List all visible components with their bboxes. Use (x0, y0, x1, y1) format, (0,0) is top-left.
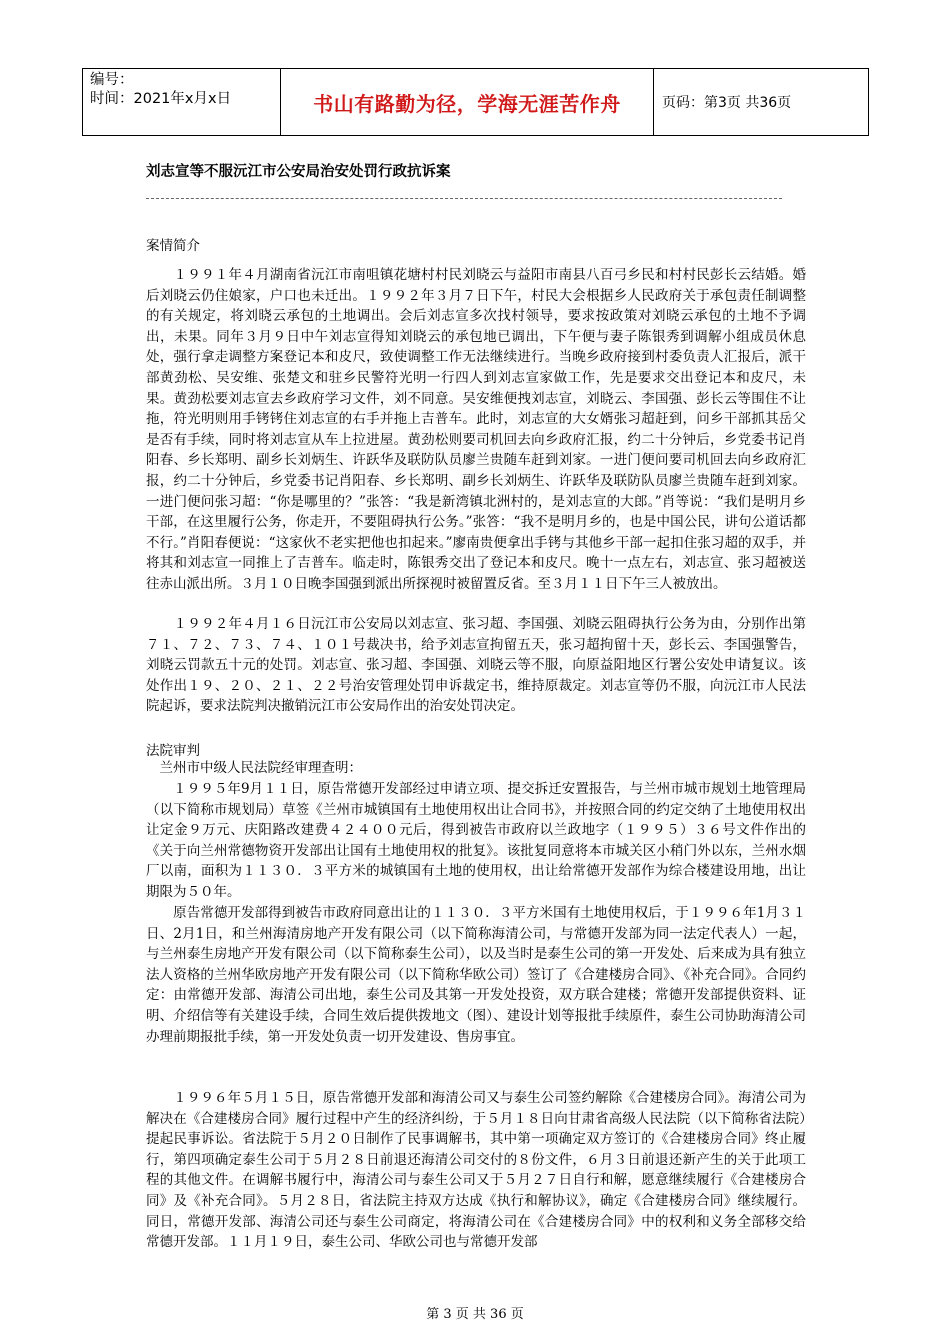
paragraph-3: 兰州市中级人民法院经审理查明： (146, 760, 362, 776)
document-title: 刘志宣等不服沅江市公安局治安处罚行政抗诉案 (146, 164, 451, 180)
header-motto: 书山有路勤为径，学海无涯苦作舟 (281, 69, 654, 135)
header-meta (83, 69, 281, 135)
page-header (82, 68, 869, 136)
paragraph-5: 原告常德开发部得到被告市政府同意出让的１１３０．３平方米国有土地使用权后，于１９９６年1月３１日、2月1日，和兰州海清房地产开发有限公司（以下简称海清公司，与常德开发部为同一法定代表人）一起，与兰州泰生房地产开发有限公司（以下简称泰生公司），以及当时是泰生公司的第一开发处、后来成为具有独立法人资格的兰州华欧房地产开发有限公司（以下简称华欧公司）签订了《合建楼房合同》、《补充合同》。合同约定：由常德开发部、海清公司出地，泰生公司及其第一开发处投资，双方联合建楼；常德开发部提供资料、证明、介绍信等有关建设手续，合同生效后提供拨地文（图）、建设计划等报批手续原件，泰生公司协助海清公司办理前期报批手续，第一开发处负责一切开发建设、售房事宜。 (146, 905, 806, 1045)
paragraph-1: １９９１年４月湖南省沅江市南咀镇花塘村村民刘晓云与益阳市南县八百弓乡民和村村民彭长云结婚。婚后刘晓云仍住娘家，户口也未迁出。１９９２年３月７日下午，村民大会根据乡人民政府关于承包责任制调整的有关规定，将刘晓云承包的土地调出。会后刘志宣多次找村领导，要求按政策对刘晓云承包的土地不予调出，未果。同年３月９日中午刘志宣得知刘晓云的承包地已调出，下午便与妻子陈银秀到调解小组成员休息处，强行拿走调整方案登记本和皮尺，致使调整工作无法继续进行。当晚乡政府接到村委负责人汇报后，派干部黄劲松、吴安维、张楚文和驻乡民警符光明一行四人到刘志宣家做工作，先是要求交出登记本和皮尺，未果。黄劲松要刘志宣去乡政府学习文件，刘不同意。吴安维便拽刘志宣，刘晓云、李国强、彭长云等围住不让拖，符光明则用手铐铐住刘志宣的右手并拖上吉普车。此时，刘志宣的大女婿张习超赶到，问乡干部抓其岳父是否有手续，同时将刘志宣从车上拉进屋。黄劲松则要司机回去向乡政府汇报，约二十分钟后，乡党委书记肖阳春、乡长郑明、副乡长刘炳生、许跃华及联防队员廖兰贵随车赶到刘家。一进门便问要司机回去向乡政府汇报，约二十分钟后，乡党委书记肖阳春、乡长郑明、副乡长刘炳生、许跃华及联防队员廖兰贵随车赶到刘家。一进门便问张习超：“你是哪里的？”张答：“我是新湾镇北洲村的，是刘志宣的大郎。”肖等说：“我们是明月乡干部，在这里履行公务，你走开，不要阻碍执行公务。”张答：“我不是明月乡的，也是中国公民，讲句公道话都不行。”肖阳春便说：“这家伙不老实把他也扣起来。”廖南贵便拿出手铐与其他乡干部一起扣住张习超的双手，并将其和刘志宣一同推上了吉普车。临走时，陈银秀交出了登记本和皮尺。晚十一点左右，刘志宣、张习超被送往赤山派出所。３月１０日晚李国强到派出所探视时被留置反省。至３月１１日下午三人被放出。 (146, 267, 806, 592)
page-footer: 第 3 页 共 36 页 (426, 1307, 524, 1322)
section-heading-court-trial: 法院审判 (146, 743, 200, 759)
header-page-label: 页码：第3页 共36页 (662, 95, 792, 111)
paragraph-6: １９９６年５月１５日，原告常德开发部和海清公司又与泰生公司签约解除《合建楼房合同》。海清公司为解决在《合建楼房合同》履行过程中产生的经济纠纷，于５月１８日向甘肃省高级人民法院（以下简称省法院）提起民事诉讼。省法院于５月２０日制作了民事调解书，其中第一项确定双方签订的《合建楼房合同》终止履行，第四项确定泰生公司于５月２８日前退还海清公司交付的８份文件，６月３日前退还新产生的关于此项工程的其他文件。在调解书履行中，海清公司与泰生公司又于５月２７日自行和解，愿意继续履行《合建楼房合同》及《补充合同》。５月２８日，省法院主持双方达成《执行和解协议》，确定《合建楼房合同》继续履行。同日，常德开发部、海清公司还与泰生公司商定，将海清公司在《合建楼房合同》中的权利和义务全部移交给常德开发部。１１月１９日，泰生公司、华欧公司也与常德开发部 (146, 1090, 806, 1251)
header-number-label: 编号： (90, 72, 134, 88)
section-heading-case-summary: 案情简介 (146, 238, 200, 254)
paragraph-2: １９９２年４月１６日沅江市公安局以刘志宣、张习超、李国强、刘晓云阻碍执行公务为由，分别作出第７１、７２、７３、７４、１０１号裁决书，给予刘志宣拘留五天，张习超拘留十天，彭长云、李国强警告，刘晓云罚款五十元的处罚。刘志宣、张习超、李国强、刘晓云等不服，向原益阳地区行署公安处申请复议。该处作出１９、２０、２１、２２号治安管理处罚申诉裁定书，维持原裁定。刘志宣等仍不服，向沅江市人民法院起诉，要求法院判决撤销沅江市公安局作出的治安处罚决定。 (146, 616, 806, 715)
paragraph-4: １９９５年9月１１日，原告常德开发部经过申请立项、提交拆迁安置报告，与兰州市城市规划土地管理局（以下简称市规划局）草签《兰州市城镇国有土地使用权出让合同书》，并按照合同的约定交纳了土地使用权出让定金９万元、庆阳路改建费４２４００元后，得到被告市政府以兰政地字（１９９５）３６号文件作出的《关于向兰州常德物资开发部出让国有土地使用权的批复》。该批复同意将本市城关区小稍门外以东，兰州水烟厂以南，面积为１１３０．３平方米的城镇国有土地的使用权，出让给常德开发部作为综合楼建设用地，出让期限为５０年。 (146, 781, 806, 900)
header-time-label: 时间：2021年x月x日 (90, 91, 232, 107)
divider-rule (146, 198, 782, 199)
